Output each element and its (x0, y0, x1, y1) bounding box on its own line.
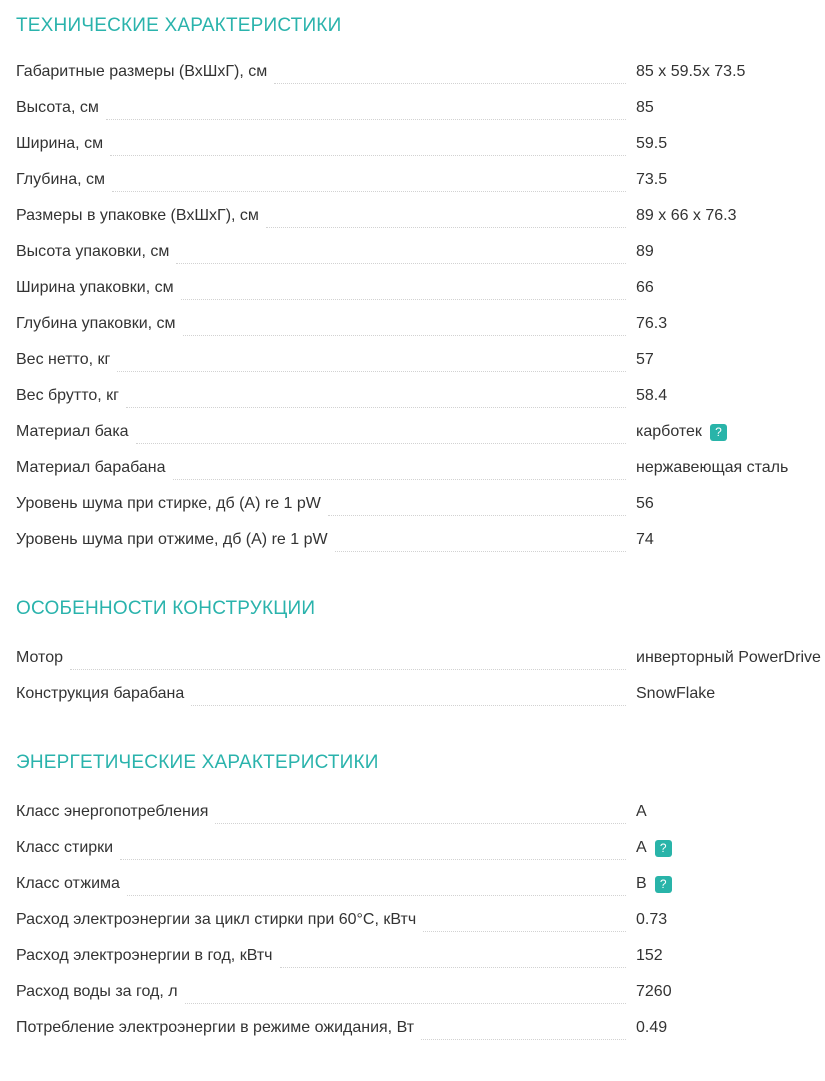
spec-row (16, 794, 821, 830)
spec-label: Расход электроэнергии за цикл стирки при 60°С, кВтч (16, 911, 417, 928)
dotted-leader (421, 1016, 626, 1040)
dotted-leader (280, 944, 627, 968)
sections-container (16, 15, 821, 1046)
spec-label: Глубина, см (16, 171, 106, 188)
section-title: ЭНЕРГЕТИЧЕСКИЕ ХАРАКТЕРИСТИКИ (16, 752, 379, 773)
help-icon[interactable]: ? (655, 840, 672, 857)
spec-value-cell (636, 494, 821, 514)
spec-value: карботек (636, 423, 702, 440)
spec-value-cell (636, 386, 821, 406)
spec-label: Ширина упаковки, см (16, 279, 174, 296)
spec-value: 152 (636, 947, 663, 964)
spec-row (16, 830, 821, 866)
spec-value-cell (636, 802, 821, 822)
spec-row (16, 90, 821, 126)
spec-row (16, 270, 821, 306)
spec-value: 7260 (636, 983, 672, 1000)
spec-label: Вес брутто, кг (16, 387, 119, 404)
spec-row (16, 414, 821, 450)
spec-value-cell (636, 648, 821, 668)
dotted-leader (423, 908, 626, 932)
help-icon[interactable]: ? (655, 876, 672, 893)
spec-value: 73.5 (636, 171, 668, 188)
dotted-leader (274, 60, 626, 84)
spec-row (16, 126, 821, 162)
spec-row (16, 1010, 821, 1046)
spec-value-cell (636, 242, 821, 262)
spec-value-cell (636, 874, 821, 894)
spec-label: Высота, см (16, 99, 99, 116)
spec-value-cell (636, 62, 821, 82)
spec-value: 58.4 (636, 387, 668, 404)
spec-label: Класс стирки (16, 839, 114, 856)
help-icon[interactable]: ? (710, 424, 727, 441)
spec-label: Потребление электроэнергии в режиме ожидания, Вт (16, 1019, 415, 1036)
spec-value-cell (636, 170, 821, 190)
spec-row (16, 198, 821, 234)
spec-section (16, 598, 821, 712)
section-title: ОСОБЕННОСТИ КОНСТРУКЦИИ (16, 598, 316, 619)
spec-value: 0.49 (636, 1019, 668, 1036)
spec-rows (16, 640, 821, 712)
section-title: ТЕХНИЧЕСКИЕ ХАРАКТЕРИСТИКИ (16, 15, 342, 36)
spec-row (16, 640, 821, 676)
spec-row (16, 162, 821, 198)
spec-value: SnowFlake (636, 685, 716, 702)
spec-value-cell (636, 458, 821, 478)
spec-value: 85 (636, 99, 654, 116)
spec-value: 66 (636, 279, 654, 296)
spec-label: Размеры в упаковке (ВхШхГ), см (16, 207, 259, 224)
dotted-leader (136, 420, 626, 444)
spec-value-cell (636, 1018, 821, 1038)
spec-row (16, 676, 821, 712)
spec-value: В (636, 875, 647, 892)
spec-label: Уровень шума при стирке, дб (А) re 1 pW (16, 495, 321, 512)
spec-row (16, 866, 821, 902)
dotted-leader (335, 528, 626, 552)
spec-value-cell (636, 206, 821, 226)
spec-label: Расход воды за год, л (16, 983, 178, 1000)
dotted-leader (112, 168, 626, 192)
spec-rows (16, 794, 821, 1046)
spec-row (16, 902, 821, 938)
spec-row (16, 974, 821, 1010)
spec-row (16, 234, 821, 270)
spec-label: Мотор (16, 649, 63, 666)
dotted-leader (176, 240, 626, 264)
spec-label: Высота упаковки, см (16, 243, 170, 260)
spec-value-cell (636, 422, 821, 442)
spec-label: Глубина упаковки, см (16, 315, 176, 332)
spec-value: инверторный PowerDrive (636, 649, 821, 666)
spec-value: 76.3 (636, 315, 668, 332)
spec-value-cell (636, 946, 821, 966)
spec-value-cell (636, 278, 821, 298)
dotted-leader (215, 800, 626, 824)
dotted-leader (183, 312, 626, 336)
spec-value: 89 (636, 243, 654, 260)
dotted-leader (181, 276, 626, 300)
dotted-leader (120, 836, 626, 860)
spec-label: Вес нетто, кг (16, 351, 111, 368)
dotted-leader (191, 682, 626, 706)
spec-label: Конструкция барабана (16, 685, 185, 702)
dotted-leader (106, 96, 626, 120)
spec-value: 74 (636, 531, 654, 548)
spec-label: Уровень шума при отжиме, дб (А) re 1 pW (16, 531, 328, 548)
spec-row (16, 450, 821, 486)
spec-value: 57 (636, 351, 654, 368)
spec-value-cell (636, 982, 821, 1002)
dotted-leader (266, 204, 626, 228)
dotted-leader (117, 348, 626, 372)
spec-value: 56 (636, 495, 654, 512)
spec-value-cell (636, 910, 821, 930)
spec-label: Класс энергопотребления (16, 803, 209, 820)
dotted-leader (185, 980, 626, 1004)
spec-value: 89 x 66 x 76.3 (636, 207, 737, 224)
spec-row (16, 306, 821, 342)
dotted-leader (127, 872, 626, 896)
spec-value-cell (636, 350, 821, 370)
spec-section (16, 15, 821, 558)
spec-row (16, 378, 821, 414)
spec-value-cell (636, 530, 821, 550)
spec-value: А (636, 803, 647, 820)
spec-value-cell (636, 838, 821, 858)
dotted-leader (110, 132, 626, 156)
spec-row (16, 54, 821, 90)
spec-value-cell (636, 314, 821, 334)
spec-value-cell (636, 684, 821, 704)
spec-label: Материал барабана (16, 459, 166, 476)
dotted-leader (173, 456, 626, 480)
spec-rows (16, 54, 821, 558)
spec-label: Расход электроэнергии в год, кВтч (16, 947, 273, 964)
spec-value: 59.5 (636, 135, 668, 152)
spec-label: Материал бака (16, 423, 129, 440)
spec-value: 0.73 (636, 911, 668, 928)
spec-row (16, 938, 821, 974)
spec-value-cell (636, 98, 821, 118)
spec-label: Ширина, см (16, 135, 104, 152)
spec-row (16, 342, 821, 378)
dotted-leader (328, 492, 626, 516)
spec-section (16, 752, 821, 1046)
spec-value-cell (636, 134, 821, 154)
spec-label: Класс отжима (16, 875, 120, 892)
spec-value: нержавеющая сталь (636, 459, 789, 476)
dotted-leader (70, 646, 626, 670)
spec-value: А (636, 839, 647, 856)
spec-value: 85 x 59.5x 73.5 (636, 63, 746, 80)
spec-row (16, 486, 821, 522)
spec-row (16, 522, 821, 558)
spec-label: Габаритные размеры (ВхШхГ), см (16, 63, 268, 80)
dotted-leader (126, 384, 626, 408)
